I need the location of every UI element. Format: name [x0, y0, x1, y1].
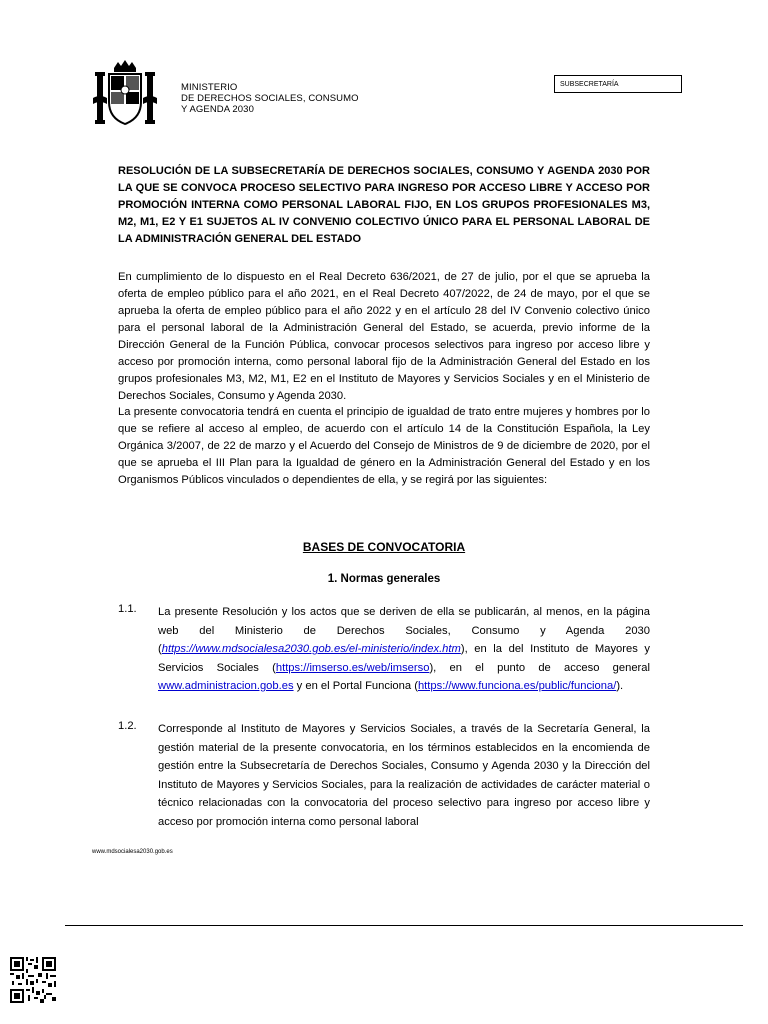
ministry-line: MINISTERIO — [181, 82, 238, 93]
footer-url: www.mdsocialesa2030.gob.es — [92, 849, 173, 855]
item-number: 1.1. — [118, 603, 137, 615]
ministry-line: Y AGENDA 2030 — [181, 104, 254, 115]
footer-divider — [65, 925, 743, 926]
section-heading: 1. Normas generales — [327, 573, 441, 585]
administracion-link[interactable]: www.administracion.gob.es — [158, 680, 294, 692]
item-text: ), en el punto de acceso general — [429, 661, 650, 674]
coat-of-arms-icon — [92, 58, 158, 132]
resolution-title: RESOLUCIÓN DE LA SUBSECRETARÍA DE DERECHOS SOCIALES, CONSUMO Y AGENDA 2030 POR LA QUE SE CONVOCA PROCESO SELECTIVO PARA INGRESO POR ACCESO LIBRE Y ACCESO POR PROMOCIÓN INTERNA COMO PERSONAL LABORAL FIJO, EN LOS GRUPOS PROFESIONALES M3, M2, M1, E2 Y E1 SUJETOS AL IV CONVENIO COLECTIVO ÚNICO PARA EL PERSONAL LABORAL DE LA ADMINISTRACIÓN GENERAL DEL ESTADO — [118, 165, 650, 245]
intro-paragraph: En cumplimiento de lo dispuesto en el Real Decreto 636/2021, de 27 de julio, por el que se aprueba la oferta de empleo público para el año 2021, en el Real Decreto 407/2022, de 24 de mayo, por el que se aprueba la oferta de empleo público para el año 2022 y en el artículo 28 del IV Convenio colectivo único para el personal laboral de la Administración General del Estado, se acuerda, previo informe de la Dirección General de la Función Pública, convocar procesos selectivos para ingreso por acceso libre y acceso por promoción interna, como personal laboral fijo de la Administración General del Estado en los grupos profesionales M3, M2, M1, E2 en el Instituto de Mayores y Servicios Sociales y en el Ministerio de Derechos Sociales, Consumo y Agenda 2030. — [118, 271, 650, 402]
ministry-link[interactable]: https://www.mdsocialesa2030.gob.es/el-ministerio/index.htm — [161, 643, 461, 655]
item-text: y en el Portal Funciona ( — [293, 680, 418, 692]
ministry-name — [181, 82, 359, 115]
qr-code-icon — [10, 957, 56, 1003]
item-text: ). — [616, 680, 624, 692]
imserso-link[interactable]: https://imserso.es/web/imserso — [275, 661, 430, 674]
item-1-1 — [158, 603, 650, 696]
funciona-link[interactable]: https://www.funciona.es/public/funciona/ — [417, 680, 617, 692]
item-text: ), en la del Instituto de Mayores y Servicios Sociales ( — [158, 643, 650, 674]
item-number: 1.2. — [118, 720, 137, 732]
subsecretaria-box: SUBSECRETARÍA — [554, 75, 682, 93]
bases-heading: BASES DE CONVOCATORIA — [302, 540, 466, 554]
equality-paragraph: La presente convocatoria tendrá en cuenta el principio de igualdad de trato entre mujeres y hombres por lo que se refiere al acceso al empleo, de acuerdo con el artículo 14 de la Constitución Española, la Ley Orgánica 3/2007, de 22 de marzo y el Acuerdo del Consejo de Ministros de 9 de diciembre de 2020, por el que se aprueba el III Plan para la Igualdad de género en la Administración General del Estado y en los Organismos Públicos vinculados o dependientes de ella, y se regirá por las siguientes: — [118, 406, 650, 486]
item-text: La presente Resolución y los actos que se deriven de ella se publicarán, al menos, en la página web del Ministerio de Derechos Sociales, Consumo y Agenda 2030 ( — [158, 606, 650, 655]
item-1-2: Corresponde al Instituto de Mayores y Servicios Sociales, a través de la Secretaría General, la gestión material de la presente convocatoria, en los términos establecidos en la encomienda de gestión entre la Subsecretaría de Derechos Sociales, Consumo y Agenda 2030 y la Dirección del Instituto de Mayores y Servicios Sociales, para la realización de actividades de carácter material o técnico relacionadas con la convocatoria del proceso selectivo para ingreso por acceso libre y acceso por promoción interna como personal laboral — [158, 723, 650, 828]
ministry-line: DE DERECHOS SOCIALES, CONSUMO — [181, 93, 359, 104]
